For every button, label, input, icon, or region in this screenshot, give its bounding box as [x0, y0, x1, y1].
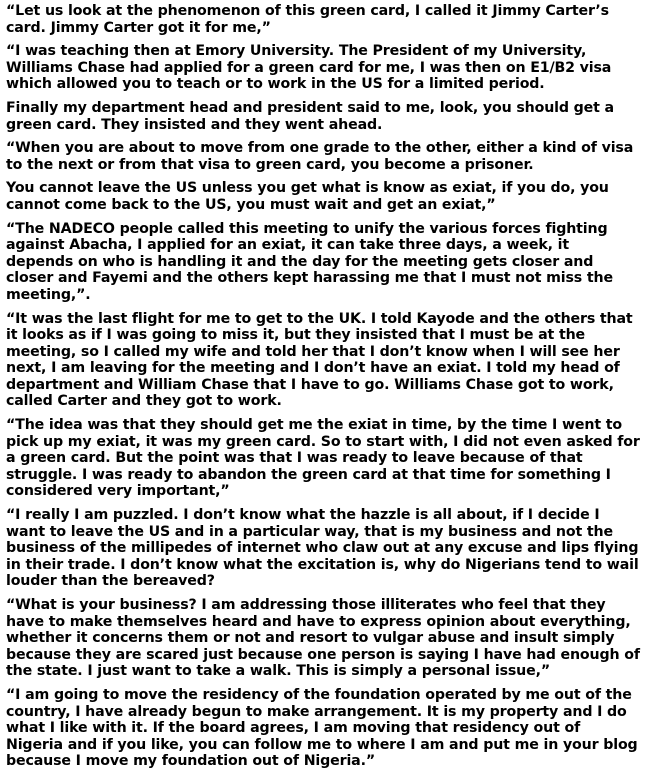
paragraph-10: “What is your business? I am addressing those illiterates who feel that they have to make themselves heard and have to express opinion about everything, whether it concerns them or not and resort to vulgar abuse and insult simply because they are scared just because one person is saying I have had enough of the state. I just want to take a walk. This is simply a personal issue,” [6, 597, 640, 680]
paragraph-11: “I am going to move the residency of the foundation operated by me out of the country, I have already begun to make arrangement. It is my property and I do what I like with it. If the board agrees, I am moving that residency out of Nigeria and if you like, you can follow me to where I am and put me in your blog because I move my foundation out of Nigeria.” [6, 686, 638, 770]
paragraph-1: “Let us look at the phenomenon of this green card, I called it Jimmy Carter’s card. Jimmy Carter got it for me,” [6, 3, 609, 36]
paragraph-4: “When you are about to move from one grade to the other, either a kind of visa to the next or from that visa to green card, you become a prisoner. [6, 140, 634, 173]
paragraph-7: “It was the last flight for me to get to the UK. I told Kayode and the others that it looks as if I was going to miss it, but they insisted that I must be at the meeting, so I called my wife and told her that I don’t know when I will see her next, I am leaving for the meeting and I don’t have an exiat. I told my head of department and William Chase that I have to go. Williams Chase got to work, called Carter and they got to work. [6, 310, 633, 410]
paragraph-5: You cannot leave the US unless you get what is know as exiat, if you do, you cannot come back to the US, you must wait and get an exiat,” [6, 180, 609, 213]
paragraph-3: Finally my department head and president said to me, look, you should get a green card. They insisted and they went ahead. [6, 99, 614, 133]
paragraph-6: “The NADECO people called this meeting to unify the various forces fighting against Abacha, I applied for an exiat, it can take three days, a week, it depends on who is handling it and the day for the meeting gets closer and closer and Fayemi and the others kept harassing me that I must not miss the meeting,”. [6, 220, 613, 303]
paragraph-2: “I was teaching then at Emory University. The President of my University, Williams Chase had applied for a green card for me, I was then on E1/B2 visa which allowed you to teach or to work in the US for a limited period. [6, 43, 612, 93]
paragraph-8: “The idea was that they should get me the exiat in time, by the time I went to pick up my exiat, it was my green card. So to start with, I did not even asked for a green card. But the point was that I was ready to leave because of that struggle. I was ready to abandon the green card at that time for something I considered very important,” [6, 417, 640, 500]
paragraph-9: “I really I am puzzled. I don’t know what the hazzle is all about, if I decide I want to leave the US and in a particular way, that is my business and not the business of the millipedes of internet who claw out at any excuse and lips flying in their trade. I don’t know what the excitation is, why do Nigerians tend to wail louder than the bereaved? [6, 507, 639, 590]
